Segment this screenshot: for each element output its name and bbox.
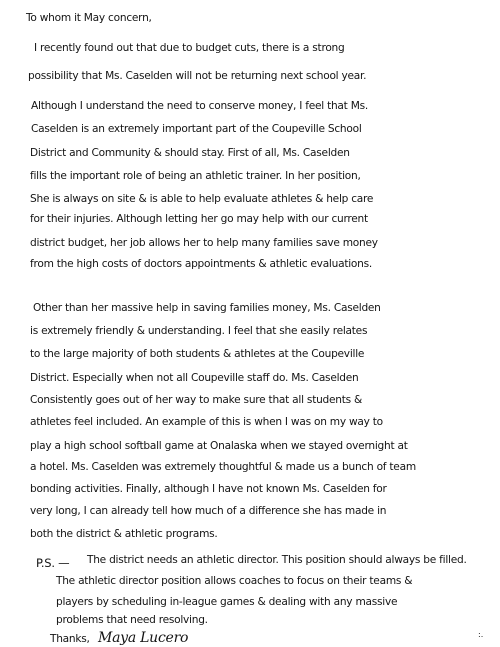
- paragraph-2-line: bonding activities. Finally, although I have not known Ms. Caselden for: [30, 483, 387, 495]
- paragraph-2-line: Other than her massive help in saving families money, Ms. Caselden: [33, 302, 381, 314]
- paragraph-2-line: both the district & athletic programs.: [30, 528, 218, 540]
- paragraph-1-line: I recently found out that due to budget cuts, there is a strong: [34, 42, 345, 54]
- paragraph-2-line: is extremely friendly & understanding. I feel that she easily relates: [30, 325, 368, 337]
- paragraph-1-line: from the high costs of doctors appointments & athletic evaluations.: [30, 258, 373, 270]
- paragraph-1-line: Although I understand the need to conserve money, I feel that Ms.: [31, 100, 368, 112]
- letter-closing: Thanks,: [50, 633, 90, 645]
- paragraph-1-line: district budget, her job allows her to help many families save money: [30, 237, 378, 249]
- signature: Maya Lucero: [98, 630, 189, 646]
- corner-mark: :.: [478, 630, 484, 639]
- paragraph-1-line: for their injuries. Although letting her go may help with our current: [30, 213, 368, 225]
- paragraph-1-line: possibility that Ms. Caselden will not be returning next school year.: [28, 70, 367, 82]
- paragraph-1-line: Caselden is an extremely important part of the Coupeville School: [31, 123, 362, 135]
- postscript-line: The athletic director position allows coaches to focus on their teams &: [56, 575, 413, 587]
- paragraph-2-line: Consistently goes out of her way to make sure that all students &: [30, 394, 363, 406]
- postscript-line: problems that need resolving.: [56, 614, 208, 626]
- paragraph-2-line: to the large majority of both students & athletes at the Coupeville: [30, 348, 365, 360]
- letter-salutation: To whom it May concern,: [26, 12, 152, 24]
- paragraph-2-line: play a high school softball game at Onalaska when we stayed overnight at: [30, 440, 408, 452]
- paragraph-2-line: athletes feel included. An example of this is when I was on my way to: [30, 416, 383, 428]
- postscript-line: players by scheduling in-league games & dealing with any massive: [56, 596, 398, 608]
- postscript-line: The district needs an athletic director. This position should always be filled.: [87, 554, 467, 566]
- paragraph-2-line: very long, I can already tell how much of a difference she has made in: [30, 505, 387, 517]
- paragraph-1-line: She is always on site & is able to help evaluate athletes & help care: [30, 193, 374, 205]
- postscript-label: P.S. —: [36, 556, 70, 570]
- paragraph-1-line: District and Community & should stay. First of all, Ms. Caselden: [30, 147, 350, 159]
- paragraph-2-line: a hotel. Ms. Caselden was extremely thoughtful & made us a bunch of team: [30, 461, 416, 473]
- paragraph-1-line: fills the important role of being an athletic trainer. In her position,: [30, 170, 361, 182]
- paragraph-2-line: District. Especially when not all Coupeville staff do. Ms. Caselden: [30, 372, 359, 384]
